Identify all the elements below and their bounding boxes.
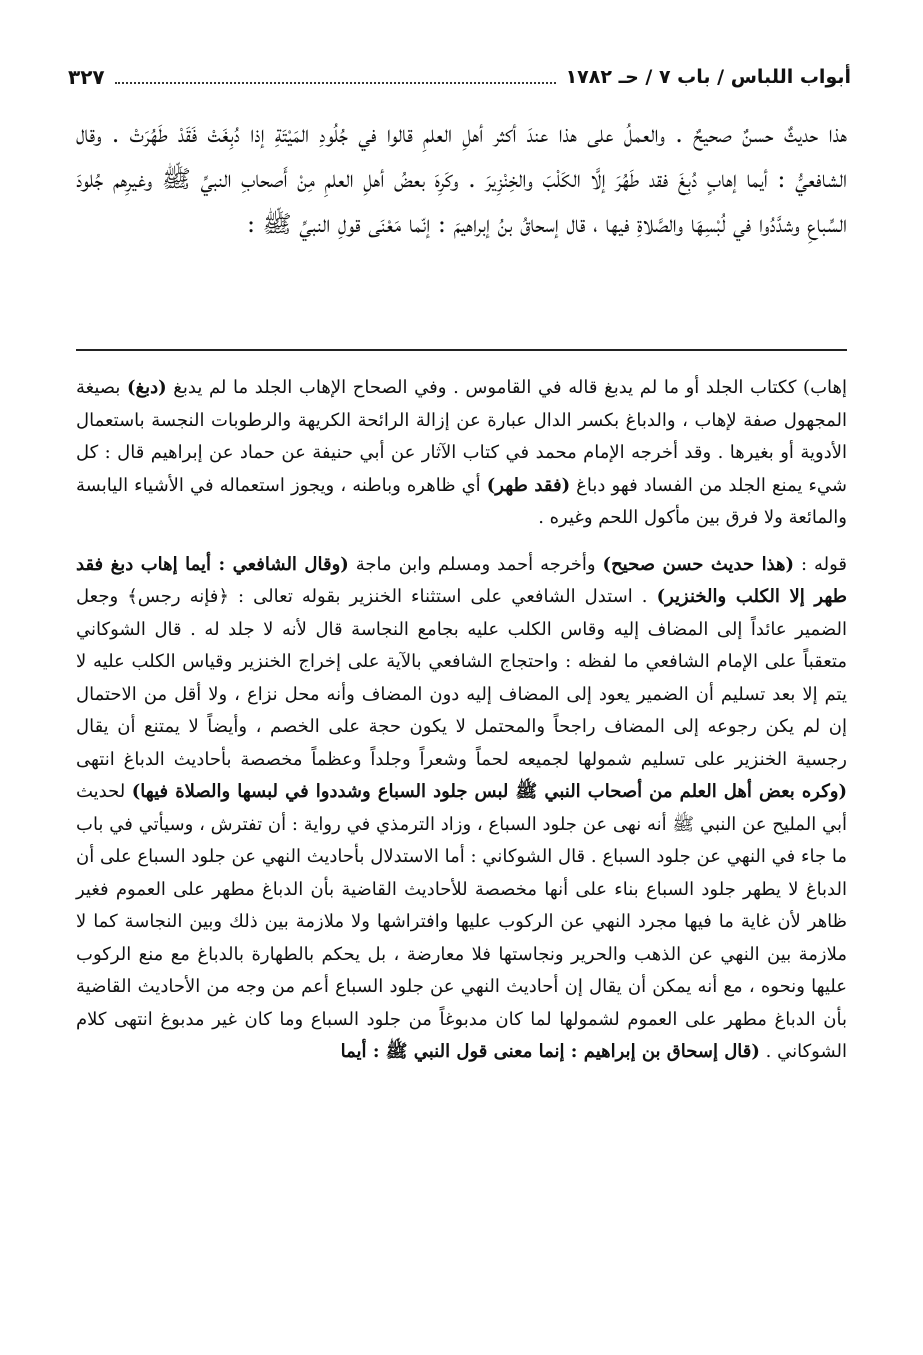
running-header xyxy=(68,60,851,94)
note-text: . استدل الشافعي على استثناء الخنزير بقوله تعالى : ﴿فإنه رجس﴾ وجعل الضمير عائداً إلى المضاف إليه وقاس الكلب عليه بجامع النجاسة قال لأنه لا جلد له . قال الشوكاني متعقباً على الإمام الشافعي ما لفظه : واحتجاج الشافعي بالآية على إخراج الخنزير وقياس الكلب عليه لا يتم إلا بعد تسليم أن الضمير يعود إلى المضاف إليه دون المضاف وأنه محل نزاع ، ولا أقل من الاحتمال إن لم يكن رجوعه إلى المضاف راجحاً والمحتمل لا يكون حجة على الخصم ، وأيضاً لا يمتنع أن يقال رجسية الخنزير على تسليم شمولها لجميعه لحماً وشعراً وجلداً وعظماً مخصصة بأحاديث الدباغ انتهى xyxy=(76,586,847,770)
note-text: قوله : xyxy=(794,553,848,575)
note-text: إهاب) ككتاب الجلد أو ما لم يدبغ قاله في القاموس . وفي الصحاح الإهاب الجلد ما لم يدبغ xyxy=(166,377,847,398)
note-bold: (دبغ) xyxy=(127,377,167,398)
note-bold: (قال إسحاق بن إبراهيم : إنما معنى قول النبي ﷺ : أيما xyxy=(340,1041,760,1062)
note-text: وأخرجه أحمد ومسلم وابن ماجة xyxy=(348,553,603,575)
page-number: ٣٢٧ xyxy=(68,65,105,89)
commentary-paragraph-2 xyxy=(76,549,847,1069)
commentary-paragraph-1 xyxy=(76,372,847,535)
note-text: لحديث أبي المليح عن النبي ﷺ أنه نهى عن جلود السباع ، وزاد الترمذي في رواية : أن تفترش ، وسيأتي في باب ما جاء في النهي عن جلود السباع . قال الشوكاني : أما الاستدلال بأحاديث النهي عن جلود السباع على أن الدباغ لا يطهر جلود السباع بناء على أنها مخصصة للأحاديث القاضية بأن الدباغ مطهر على العموم فغير ظاهر لأن غاية ما فيها مجرد النهي عن الركوب عليها وافتراشها ولا ملازمة بين ذلك وبين النجاسة كما لا ملازمة بين النهي عن الذهب والحرير ونجاستها فلا معارضة ، بل يحكم بالطهارة بالدباغ مع منع الركوب عليها ونحوه ، مع أنه يمكن أن يقال إن أحاديث النهي عن جلود السباع أعم من وجه من الأحاديث القاضية بأن الدباغ مطهر على العموم لشمولها لما كان مدبوغاً من جلود السباع وما كان غير مدبوغ انتهى كلام الشوكاني . xyxy=(76,781,847,1062)
note-text: أي ظاهره وباطنه ، ويجوز استعماله في الأشياء اليابسة والمائعة ولا فرق بين مأكول اللحم وغيره . xyxy=(76,474,847,528)
header-title: أبواب اللباس / باب ٧ / حـ ١٧٨٢ xyxy=(565,66,851,88)
note-text: بصيغة المجهول صفة لإهاب ، والدباغ بكسر الدال عبارة عن إزالة الرائحة الكريهة والرطوبات النجسة باستعمال الأدوية أو بغيرها . وقد أخرجه الإمام محمد في كتاب الآثار عن أبي حنيفة عن حماد عن إبراهيم قال : كل شيء يمنع الجلد من الفساد فهو دباغ xyxy=(76,377,847,496)
commentary xyxy=(76,372,847,1069)
footnote-separator xyxy=(76,349,847,351)
hadith-paragraph: هذا حديثٌ حسنٌ صحيحٌ . والعملُ على هذا عندَ أكثر أهلِ العلمِ قالوا في جُلُودِ المَيْتَةِ إذا دُبِغَتْ فَقَدْ طَهُرَتْ . وقال الشافعيُّ : أيما إهابٍ دُبِغَ فقد طَهُرَ إلَّا الكَلْبَ والخِنْزِيرَ . وكَرِهَ بعضُ أهلِ العلمِ مِنْ أَصحابِ النبيِّ ﷺ وغيرِهم جُلودَ السِّباعِ وشدَّدُوا في لُبْسِهَا والصَّلاةِ فيها ، قال إسحاقُ بنُ إبراهيمَ : إنّما مَعْنَى قولِ النبيِّ ﷺ : xyxy=(76,120,847,238)
note-bold: (فقد طهر) xyxy=(486,474,571,496)
note-bold: (وكره بعض أهل العلم من أصحاب النبي ﷺ لبس جلود السباع وشددوا في لبسها والصلاة فيها) xyxy=(131,781,847,802)
dotted-leader xyxy=(115,70,556,84)
hadith-text xyxy=(76,112,847,247)
note-bold: (هذا حديث حسن صحيح) xyxy=(602,553,795,575)
note-bold: (وقال الشافعي : أيما إهاب دبغ فقد طهر إلا الكلب والخنزير) xyxy=(76,553,847,607)
